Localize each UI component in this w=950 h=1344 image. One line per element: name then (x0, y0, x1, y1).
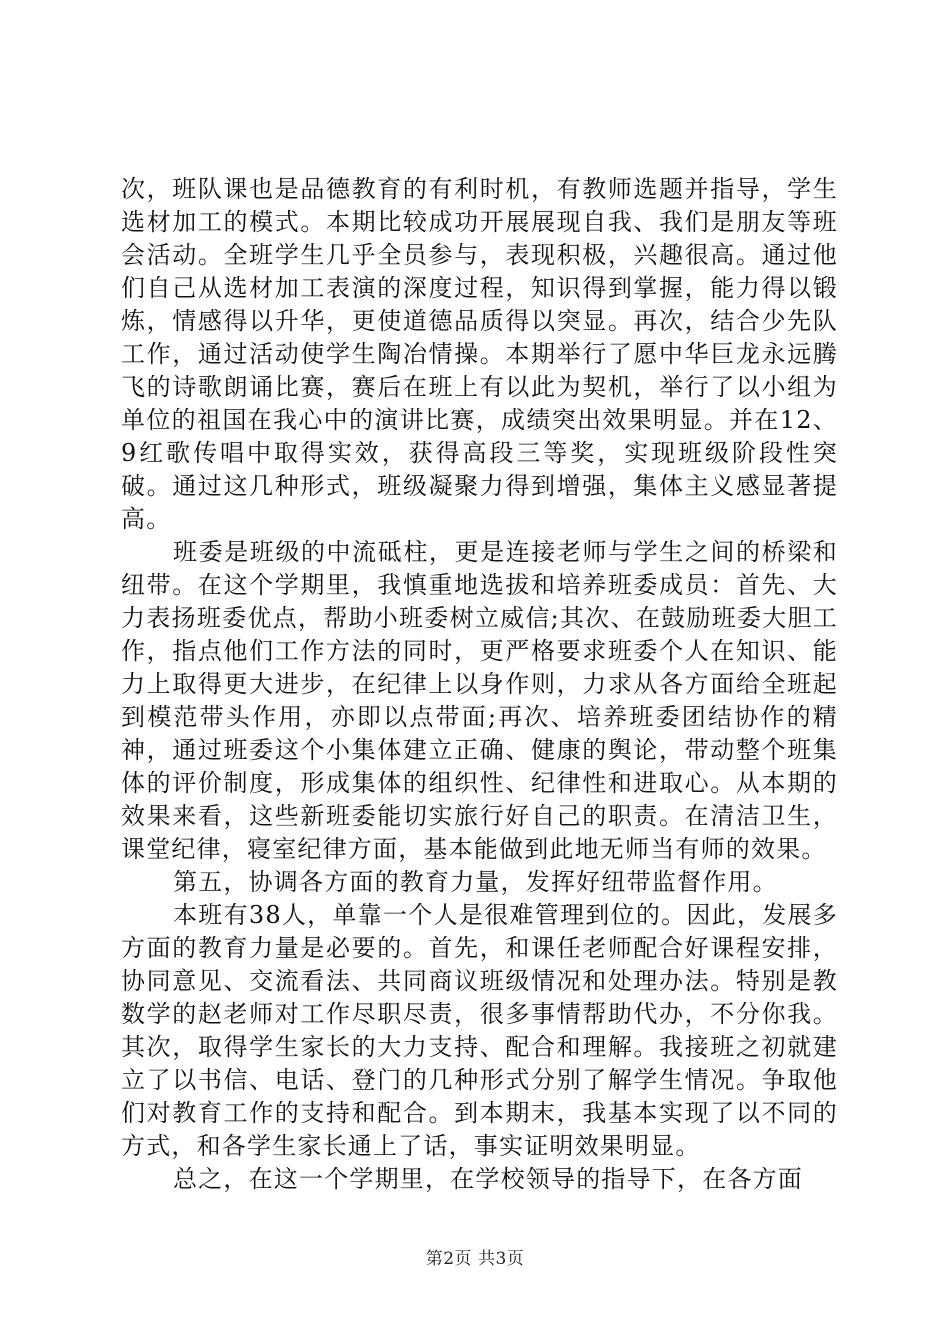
paragraph-4: 本班有38人，单靠一个人是很难管理到位的。因此，发展多方面的教育力量是必要的。首先，和课任老师配合好课程安排，协同意见、交流看法、共同商议班级情况和处理办法。特别是教数学的赵老师对工作尽职尽责，很多事情帮助代办，不分你我。其次，取得学生家长的大力支持、配合和理解。我接班之初就建立了以书信、电话、登门的几种形式分别了解学生情况。争取他们对教育工作的支持和配合。到本期末，我基本实现了以不同的方式，和各学生家长通上了话，事实证明效果明显。 (121, 901, 838, 1160)
paragraph-1: 次，班队课也是品德教育的有利时机，有教师选题并指导，学生选材加工的模式。本期比较成功开展展现自我、我们是朋友等班会活动。全班学生几乎全员参与，表现积极，兴趣很高。通过他们自己从选材加工表演的深度过程，知识得到掌握，能力得以锻炼，情感得以升华，更使道德品质得以突显。再次，结合少先队工作，通过活动使学生陶冶情操。本期举行了愿中华巨龙永远腾飞的诗歌朗诵比赛，赛后在班上有以此为契机，举行了以小组为单位的祖国在我心中的演讲比赛，成绩突出效果明显。并在12、9红歌传唱中取得实效，获得高段三等奖，实现班级阶段性突破。通过这几种形式，班级凝聚力得到增强，集体主义感显著提高。 (121, 175, 838, 533)
body-text (121, 173, 838, 1196)
page-footer (0, 1244, 950, 1269)
page-number-label: 第2页 共3页 (425, 1249, 525, 1269)
paragraph-5: 总之，在这一个学期里，在学校领导的指导下，在各方面 (173, 1165, 803, 1193)
paragraph-3: 第五，协调各方面的教育力量，发挥好纽带监督作用。 (173, 868, 778, 896)
paragraph-2: 班委是班级的中流砥柱，更是连接老师与学生之间的桥梁和纽带。在这个学期里，我慎重地选拔和培养班委成员：首先、大力表扬班委优点，帮助小班委树立威信;其次、在鼓励班委大胆工作，指点他们工作方法的同时，更严格要求班委个人在知识、能力上取得更大进步，在纪律上以身作则，力求从各方面给全班起到模范带头作用，亦即以点带面;再次、培养班委团结协作的精神，通过班委这个小集体建立正确、健康的舆论，带动整个班集体的评价制度，形成集体的组织性、纪律性和进取心。从本期的效果来看，这些新班委能切实旅行好自己的职责。在清洁卫生，课堂纪律，寝室纪律方面，基本能做到此地无师当有师的效果。 (121, 538, 838, 863)
